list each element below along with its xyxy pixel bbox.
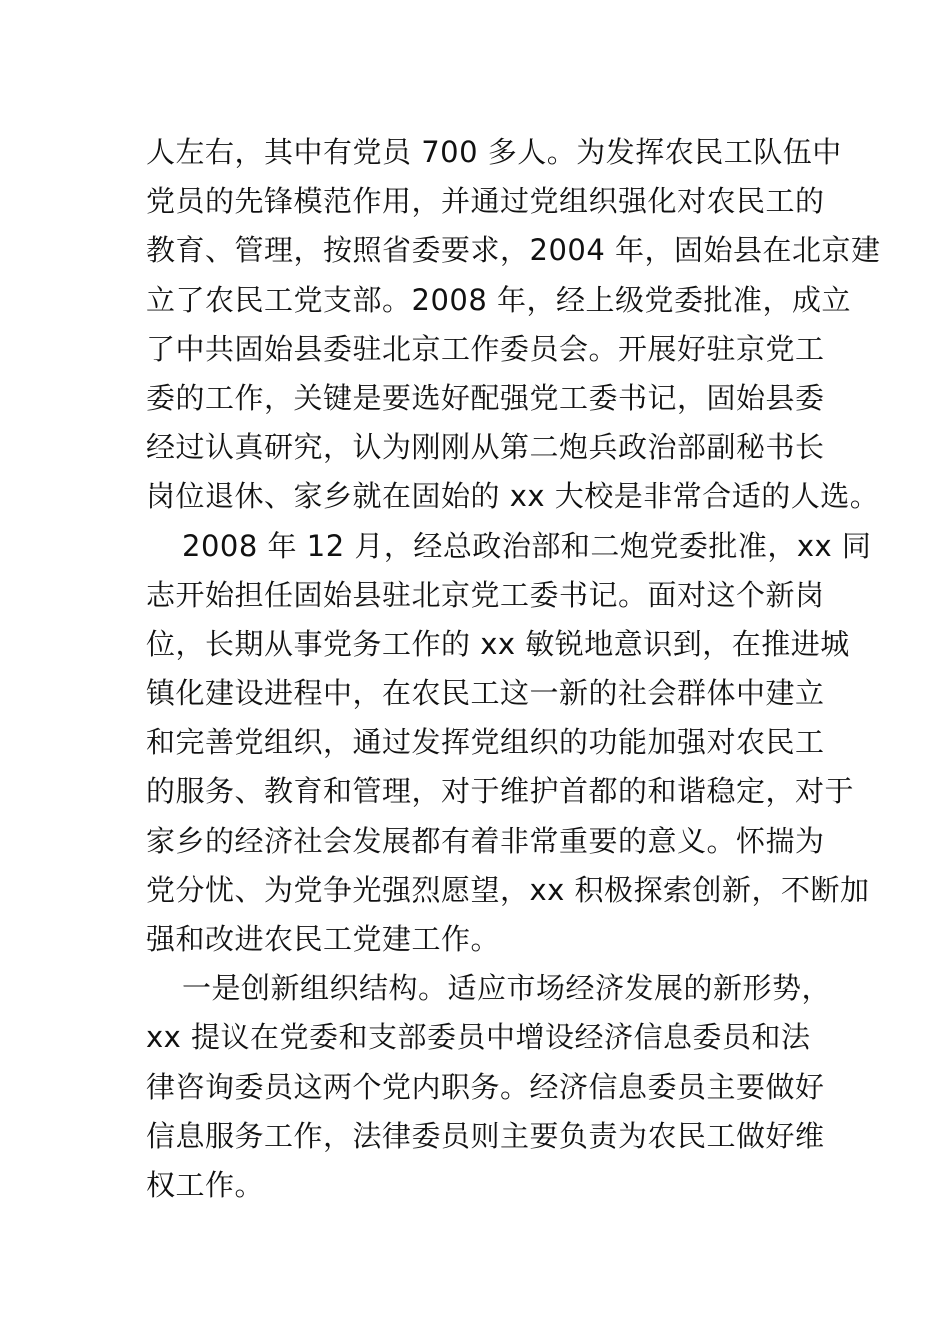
document-body xyxy=(146,128,881,1210)
text-line: 党分忧、为党争光强烈愿望，xx 积极探索创新，不断加 xyxy=(146,872,870,907)
text-line: xx 提议在党委和支部委员中增设经济信息委员和法 xyxy=(146,1020,811,1055)
text-line: 信息服务工作，法律委员则主要负责为农民工做好维 xyxy=(146,1118,825,1153)
text-line: 镇化建设进程中，在农民工这一新的社会群体中建立 xyxy=(146,676,825,711)
text-line: 权工作。 xyxy=(146,1167,265,1202)
text-line: 委的工作，关键是要选好配强党工委书记，固始县委 xyxy=(146,380,825,415)
text-line: 党员的先锋模范作用，并通过党组织强化对农民工的 xyxy=(146,184,825,219)
text-line: 家乡的经济社会发展都有着非常重要的意义。怀揣为 xyxy=(146,823,825,858)
paragraph-3 xyxy=(146,964,832,1210)
text-line: 岗位退休、家乡就在固始的 xx 大校是非常合适的人选。 xyxy=(146,479,880,514)
text-line: 教育、管理，按照省委要求，2004 年，固始县在北京建 xyxy=(146,233,881,268)
text-line: 了中共固始县委驻北京工作委员会。开展好驻京党工 xyxy=(146,331,825,366)
text-line: 2008 年 12 月，经总政治部和二炮党委批准，xx 同 xyxy=(182,528,872,563)
text-line: 志开始担任固始县驻北京党工委书记。面对这个新岗 xyxy=(146,577,825,612)
text-line: 人左右，其中有党员 700 多人。为发挥农民工队伍中 xyxy=(146,135,842,169)
text-line: 的服务、教育和管理，对于维护首都的和谐稳定，对于 xyxy=(146,774,855,809)
text-line: 律咨询委员这两个党内职务。经济信息委员主要做好 xyxy=(146,1069,825,1104)
text-line: 一是创新组织结构。适应市场经济发展的新形势， xyxy=(182,971,832,1006)
text-line: 经过认真研究，认为刚刚从第二炮兵政治部副秘书长 xyxy=(146,430,825,465)
paragraph-1 xyxy=(146,128,881,522)
text-line: 和完善党组织，通过发挥党组织的功能加强对农民工 xyxy=(146,725,825,760)
text-line: 位，长期从事党务工作的 xx 敏锐地意识到，在推进城 xyxy=(146,626,850,661)
text-line: 立了农民工党支部。2008 年，经上级党委批准，成立 xyxy=(146,282,852,317)
text-line: 强和改进农民工党建工作。 xyxy=(146,922,501,956)
paragraph-2 xyxy=(146,522,872,965)
